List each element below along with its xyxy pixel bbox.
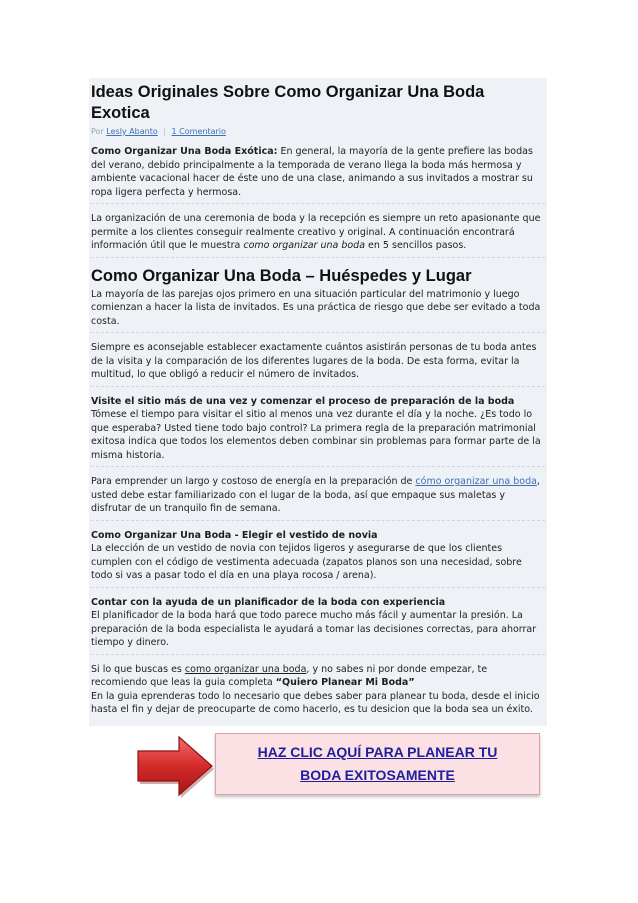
byline-prefix: Por bbox=[91, 127, 104, 136]
paragraph-visit-site bbox=[91, 395, 545, 468]
p8-text: El planificador de la boda hará que todo parece mucho más fácil y aumentar la presión. La preparación de la boda especialista le ayudará a tomar las decisiones correctas, para ahorrar tiempo y dinero. bbox=[91, 610, 537, 648]
paragraph-attendance: Siempre es aconsejable establecer exactamente cuántos asistirán personas de tu boda antes de la visita y la comparación de los diferentes lugares de la boda. De esta forma, evitar la multitud, lo que obligó a reducir el número de invitados. bbox=[91, 341, 545, 387]
paragraph-guests: La mayoría de las parejas ojos primero en una situación particular del matrimonio y luego comienzan a hacer la lista de invitados. Es una práctica de riesgo que debe ser evitado a toda costa. bbox=[91, 288, 545, 334]
byline bbox=[91, 126, 545, 137]
p5-lead: Visite el sitio más de una vez y comenzar el proceso de preparación de la boda bbox=[91, 395, 515, 407]
guide-title: “Quiero Planear Mi Boda” bbox=[275, 677, 415, 688]
p2-emphasis: como organizar una boda bbox=[243, 240, 366, 251]
cta-line1: HAZ CLIC AQUÍ PARA PLANEAR TU bbox=[257, 744, 498, 760]
cta-line2: BODA EXITOSAMENTE bbox=[300, 767, 455, 783]
paragraph-organization bbox=[91, 212, 545, 258]
p2-text2: en 5 sencillos pasos. bbox=[365, 240, 467, 251]
p7-text: La elección de un vestido de novia con tejidos ligeros y asegurarse de que los clientes cumplen con el código de vestimenta adecuada (zapatos planos son una necesidad, sobre todo si vas a pasar todo el día en una playa rocosa / arena). bbox=[91, 543, 522, 581]
p2-text1: La organización de una ceremonia de boda y la recepción es siempre un reto apasionante que permite a los clientes conseguir realmente creativo y original. A continuación encontrará información útil que le muestra bbox=[91, 213, 541, 251]
author-link[interactable]: Lesly Abanto bbox=[106, 127, 158, 136]
paragraph-dress bbox=[91, 529, 545, 588]
paragraph-planner bbox=[91, 596, 545, 655]
p6-text2: , usted debe estar familiarizado con el lugar de la boda, así que empaque sus maletas y disfrutar de un tranquilo fin de semana. bbox=[91, 476, 540, 514]
byline-separator: | bbox=[163, 127, 166, 136]
arrow-right-icon bbox=[135, 733, 215, 801]
intro-text: En general, la mayoría de la gente prefiere las bodas del verano, debido principalmente a la temporada de verano llega la boda más hermosa y ambiente vacacional hacer de éste uno de una clase, animando a sus invitados a mostrar su ropa ligera perfecta y hermosa. bbox=[91, 146, 533, 198]
p9-text3: En la guia eprenderas todo lo necesario que debes saber para planear tu boda, desde el inicio hasta el fin y dejar de preocuparte de como hacerlo, es tu desicion que la boda sea un éxito. bbox=[91, 690, 540, 715]
p9-text2: , y no sabes ni por donde empezar, te recomiendo que leas la guia completa bbox=[91, 663, 488, 688]
p7-lead: Como Organizar Una Boda - Elegir el vestido de novia bbox=[91, 529, 378, 541]
paragraph-preparation bbox=[91, 475, 545, 521]
organize-wedding-link[interactable]: cómo organizar una boda bbox=[415, 476, 537, 487]
intro-lead: Como Organizar Una Boda Exótica: bbox=[91, 146, 278, 157]
article-title: Ideas Originales Sobre Como Organizar Una Boda Exotica bbox=[91, 83, 485, 122]
paragraph-guide bbox=[91, 663, 545, 721]
intro-paragraph bbox=[91, 145, 545, 204]
plan-wedding-cta-button[interactable] bbox=[215, 733, 540, 795]
p5-text: Tómese el tiempo para visitar el sitio al menos una vez durante el día y la noche. ¿Es todo lo que esperaba? Usted tiene todo bajo control? La primera regla de la preparación matrimonial exitosa indica que todos los elementos deben combinar sin problemas para formar parte de la misma historia. bbox=[91, 409, 541, 461]
comments-link[interactable]: 1 Comentario bbox=[171, 127, 226, 136]
guide-link[interactable]: como organizar una boda bbox=[184, 663, 307, 675]
p6-text1: Para emprender un largo y costoso de energía en la preparación de bbox=[91, 476, 416, 487]
article-panel bbox=[89, 78, 547, 726]
section-title: Como Organizar Una Boda – Huéspedes y Lugar bbox=[91, 266, 472, 285]
cta-label bbox=[258, 741, 498, 787]
p9-text1: Si lo que buscas es bbox=[91, 663, 185, 675]
p8-lead: Contar con la ayuda de un planificador de la boda con experiencia bbox=[91, 596, 446, 608]
